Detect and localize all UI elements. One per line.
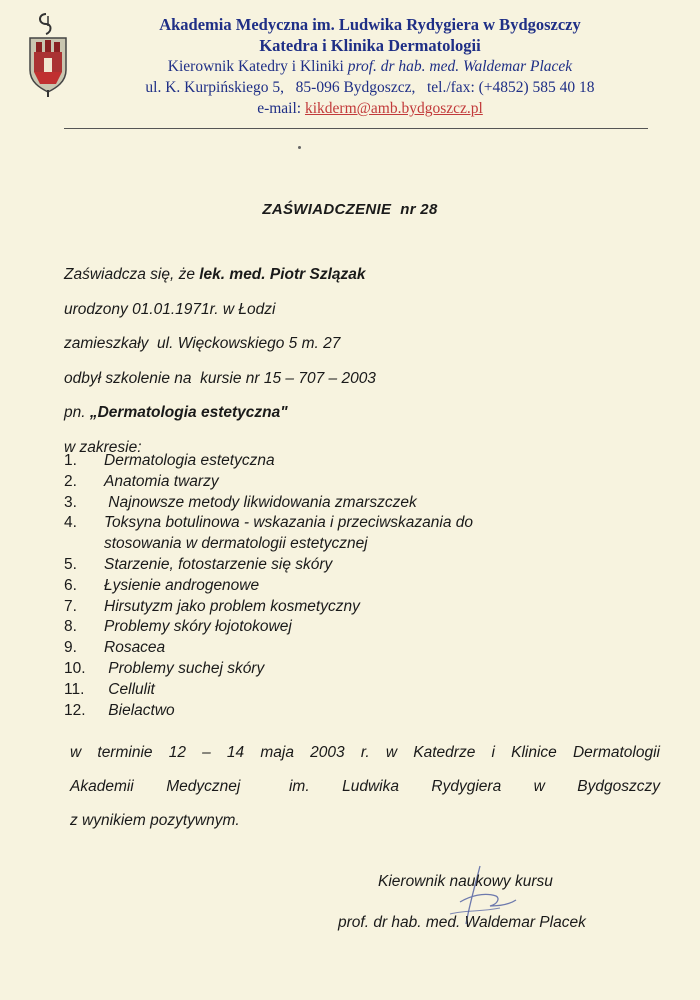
topic-item [64,555,664,576]
topic-text: Anatomia twarzy [104,472,219,490]
closing-line-1: w terminie 12 – 14 maja 2003 r. w Katedrze i Klinice Dermatologii [70,744,660,761]
topic-item [64,638,664,659]
topic-item [64,534,664,555]
topic-text: Najnowsze metody likwidowania zmarszczek [104,493,417,511]
department-name: Katedra i Klinika Dermatologii [259,36,481,55]
email-link[interactable]: kikderm@amb.bydgoszcz.pl [304,100,483,117]
body-intro: Zaświadcza się, że [64,266,200,283]
closing-paragraph [70,736,660,838]
topic-number: 4. [64,514,77,532]
document-title: ZAŚWIADCZENIE nr 28 [262,201,438,218]
topic-text: Hirsutyzm jako problem kosmetyczny [104,597,360,615]
certificate-body [64,258,664,465]
birth-info: urodzony 01.01.1971r. w Łodzi [64,300,276,318]
closing-line-2: Akademii Medycznej im. Ludwika Rydygiera w Bydgoszczy [70,778,660,795]
head-label: Kierownik Katedry i Kliniki [167,58,344,75]
topic-item [64,680,664,701]
topic-item [64,617,664,638]
topic-list [64,451,664,721]
topic-item [64,659,664,680]
paper-speck [298,146,301,149]
topic-text: Cellulit [104,680,155,698]
recipient-name: lek. med. Piotr Szlązak [199,266,366,283]
topic-number: 7. [64,597,77,615]
topic-number: 9. [64,639,77,657]
scope-label: w zakresie: [64,438,142,456]
course-info: odbył szkolenie na kursie nr 15 – 707 – 2003 [64,369,376,387]
address-line: ul. K. Kurpińskiego 5, 85-096 Bydgoszcz, tel./fax: (+4852) 585 40 18 [145,79,595,96]
topic-number: 10. [64,659,86,677]
topic-number: 3. [64,493,77,511]
topic-number: 12. [64,701,86,719]
topic-text: Starzenie, fotostarzenie się skóry [104,555,333,573]
topic-number: 1. [64,452,77,469]
course-title-line [64,396,664,431]
head-name: prof. dr hab. med. Waldemar Placek [347,58,573,75]
topic-number: 5. [64,555,77,573]
topic-item [64,597,664,618]
topic-item [64,513,664,534]
topic-text: Toksyna botulinowa - wskazania i przeciwskazania do [104,514,474,532]
address-info: zamieszkały ul. Więckowskiego 5 m. 27 [64,335,341,352]
topic-text: Łysienie androgenowe [104,576,260,594]
topic-text: Problemy suchej skóry [104,659,265,677]
topic-number: 11. [64,680,85,698]
topic-number [64,534,104,555]
letterhead [80,14,660,120]
topic-item [64,701,664,722]
topic-text: Bielactwo [104,701,175,719]
topic-text: Dermatologia estetyczna [104,452,275,469]
topic-item [64,451,664,472]
topic-item [64,472,664,493]
email-line [80,98,660,120]
topic-text: Problemy skóry łojotokowej [104,618,292,636]
body-line-1 [64,258,664,293]
email-label: e-mail: [257,100,302,117]
closing-line-3: z wynikiem pozytywnym. [70,812,240,829]
topic-item [64,493,664,514]
head-of-department [80,56,660,77]
signature-name: prof. dr hab. med. Waldemar Placek [338,914,586,931]
header-divider [64,128,648,129]
coat-of-arms-icon [26,12,70,98]
topic-number: 8. [64,618,77,636]
signature-role: Kierownik naukowy kursu [378,873,553,890]
topic-text: Rosacea [104,639,166,657]
topic-number: 2. [64,472,77,490]
course-title: „Dermatologia estetyczna" [89,404,288,421]
topic-text: stosowania w dermatologii estetycznej [104,535,368,553]
institution-name: Akademia Medyczna im. Ludwika Rydygiera w Bydgoszczy [159,15,581,34]
topic-number: 6. [64,576,77,594]
topic-item [64,576,664,597]
course-title-prefix: pn. [64,404,90,421]
